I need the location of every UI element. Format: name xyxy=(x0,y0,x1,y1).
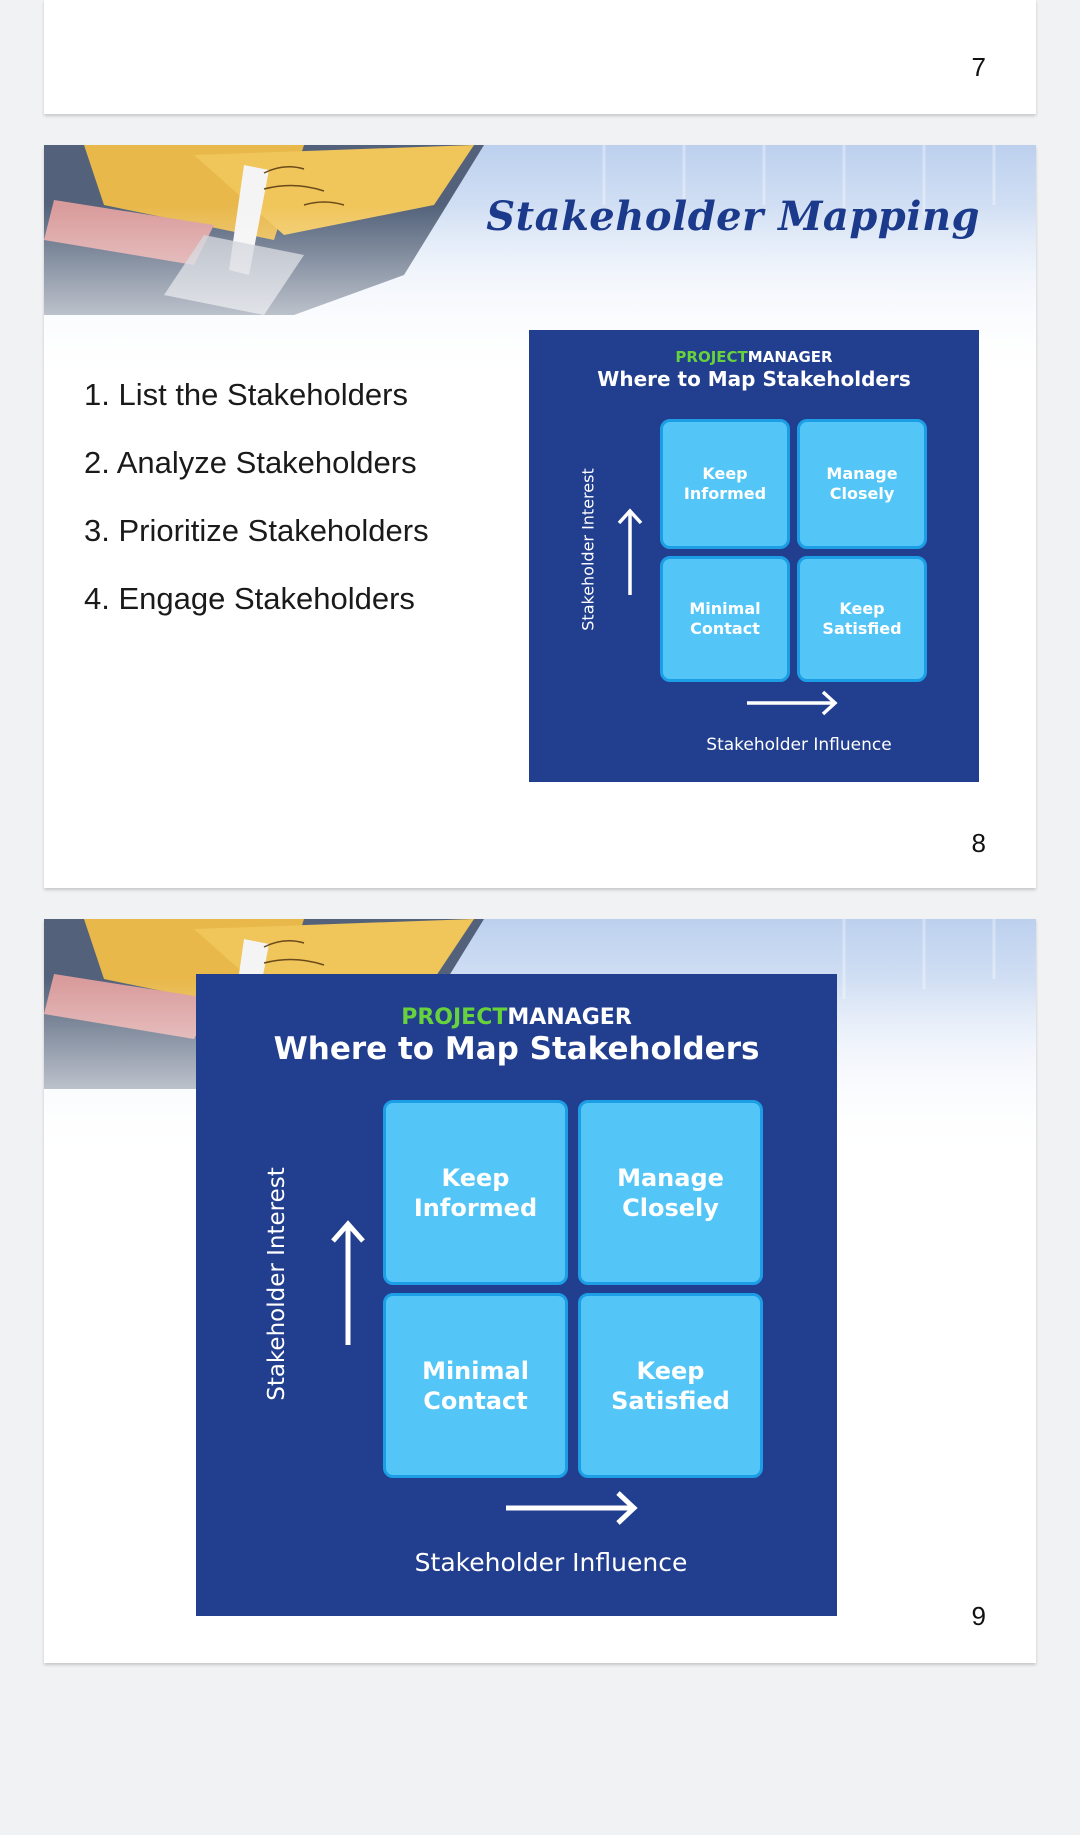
brand-logo: PROJECTMANAGER xyxy=(675,348,833,366)
list-item: 3. Prioritize Stakeholders xyxy=(84,513,429,548)
quadrant-manage-closely: Manage Closely xyxy=(578,1100,763,1285)
stakeholder-map-graphic xyxy=(196,974,837,1616)
list-item: 2. Analyze Stakeholders xyxy=(84,445,417,480)
page-number: 9 xyxy=(971,1601,986,1631)
quadrant-minimal-contact: Minimal Contact xyxy=(383,1293,568,1478)
page-number: 7 xyxy=(971,52,986,82)
slide-9 xyxy=(44,919,1036,1663)
map-title: Where to Map Stakeholders xyxy=(273,1031,760,1067)
quadrant-manage-closely: Manage Closely xyxy=(797,419,927,549)
quadrant-keep-informed: Keep Informed xyxy=(383,1100,568,1285)
up-arrow-icon xyxy=(330,1219,366,1349)
slide-8 xyxy=(44,145,1036,888)
quadrant-keep-informed: Keep Informed xyxy=(660,419,790,549)
quadrant-keep-satisfied: Keep Satisfied xyxy=(797,556,927,682)
slide-7 xyxy=(44,0,1036,114)
map-title: Where to Map Stakeholders xyxy=(597,367,911,391)
brand-logo: PROJECTMANAGER xyxy=(401,1005,632,1030)
stakeholder-map-graphic xyxy=(529,330,979,782)
y-axis-label: Stakeholder Interest xyxy=(264,1167,290,1401)
list-item: 4. Engage Stakeholders xyxy=(84,581,415,616)
right-arrow-icon xyxy=(745,688,841,718)
quadrant-keep-satisfied: Keep Satisfied xyxy=(578,1293,763,1478)
slide-title: Stakeholder Mapping xyxy=(486,193,980,240)
list-item: 1. List the Stakeholders xyxy=(84,377,408,412)
y-axis-label: Stakeholder Interest xyxy=(578,468,598,631)
x-axis-label: Stakeholder Influence xyxy=(706,735,892,755)
quadrant-minimal-contact: Minimal Contact xyxy=(660,556,790,682)
x-axis-label: Stakeholder Influence xyxy=(414,1548,688,1577)
up-arrow-icon xyxy=(617,507,643,599)
page-number: 8 xyxy=(971,828,986,858)
steps-list xyxy=(84,375,429,647)
right-arrow-icon xyxy=(504,1488,640,1528)
